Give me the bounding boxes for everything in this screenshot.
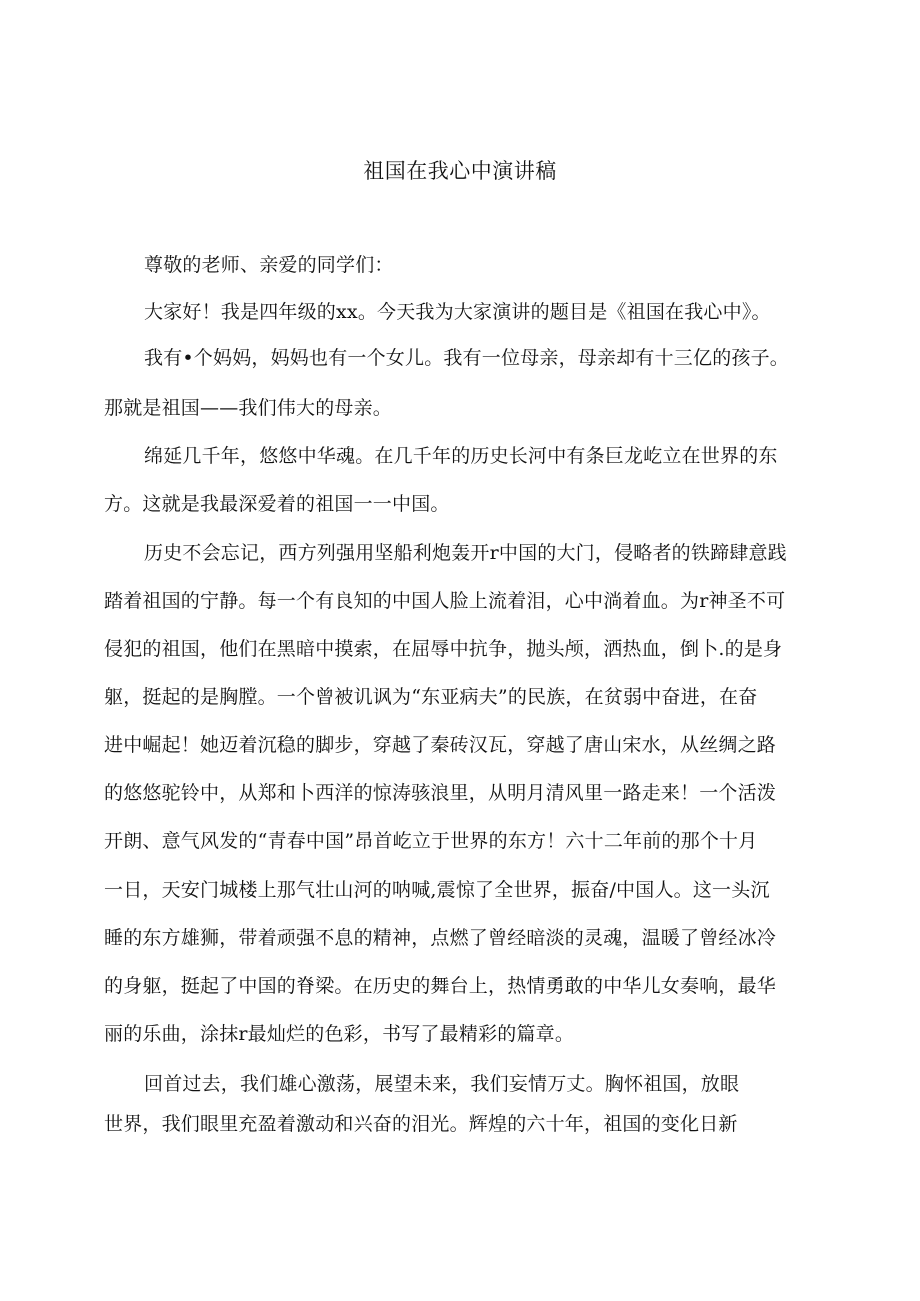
paragraph-line: 丽的乐曲，涂抹r最灿烂的色彩，书写了最精彩的篇章。: [104, 1023, 575, 1045]
salutation-line: 尊敬的老师、亲爱的同学们：: [144, 254, 394, 276]
paragraph-line: 睡的东方雄狮，带着顽强不息的精神，点燃了曾经暗淡的灵魂，温暖了曾经冰冷: [104, 927, 777, 949]
paragraph-line: 进中崛起！她迈着沉稳的脚步，穿越了秦砖汉瓦，穿越了唐山宋水，从丝绸之路: [104, 734, 777, 756]
paragraph-line: 开朗、意气风发的“青春中国”昂首屹立于世界的东方！六十二年前的那个十月: [104, 830, 758, 852]
greeting-line: 大家好！我是四年级的xx。今天我为大家演讲的题目是《祖国在我心中》。: [144, 301, 771, 323]
paragraph-line: 我有•个妈妈，妈妈也有一个女儿。我有一位母亲，母亲却有十三亿的孩子。: [144, 347, 790, 369]
document-title: 祖国在我心中演讲稿: [363, 159, 557, 183]
paragraph-line: 踏着祖国的宁静。每一个有良知的中国人脸上流着泪，心中淌着血。为r神圣不可: [104, 590, 786, 612]
paragraph-line: 历史不会忘记，西方列强用坚船利炮轰开r中国的大门，侵略者的铁蹄肆意践: [144, 542, 787, 564]
paragraph-line: 躯，挺起的是胸膛。一个曾被讥讽为“东亚病夫”的民族，在贫弱中奋进，在奋: [104, 686, 758, 708]
paragraph-line: 侵犯的祖国，他们在黑暗中摸索，在屈辱中抗争，抛头颅，洒热血，倒卜.的是身: [104, 638, 783, 660]
paragraph-line: 的身躯，挺起了中国的脊梁。在历史的舞台上，热情勇敢的中华儿女奏响，最华: [104, 975, 777, 997]
paragraph-line: 回首过去，我们雄心激荡，展望未来，我们妄情万丈。胸怀祖国，放眼: [144, 1073, 740, 1095]
paragraph-line: 一日，天安门城楼上那气壮山河的呐喊,震惊了全世界，振奋/中国人。这一头沉: [104, 879, 770, 901]
paragraph-line: 那就是祖国——我们伟大的母亲。: [104, 397, 393, 419]
paragraph-line: 绵延几千年，悠悠中华魂。在几千年的历史长河中有条巨龙屹立在世界的东: [144, 445, 778, 467]
paragraph-line: 世界，我们眼里充盈着激动和兴奋的泪光。辉煌的六十年，祖国的变化日新: [104, 1113, 738, 1135]
paragraph-line: 方。这就是我最深爱着的祖国一一中国。: [104, 493, 450, 515]
paragraph-line: 的悠悠驼铃中，从郑和卜西洋的惊涛骇浪里，从明月清风里一路走来！一个活泼: [104, 782, 777, 804]
